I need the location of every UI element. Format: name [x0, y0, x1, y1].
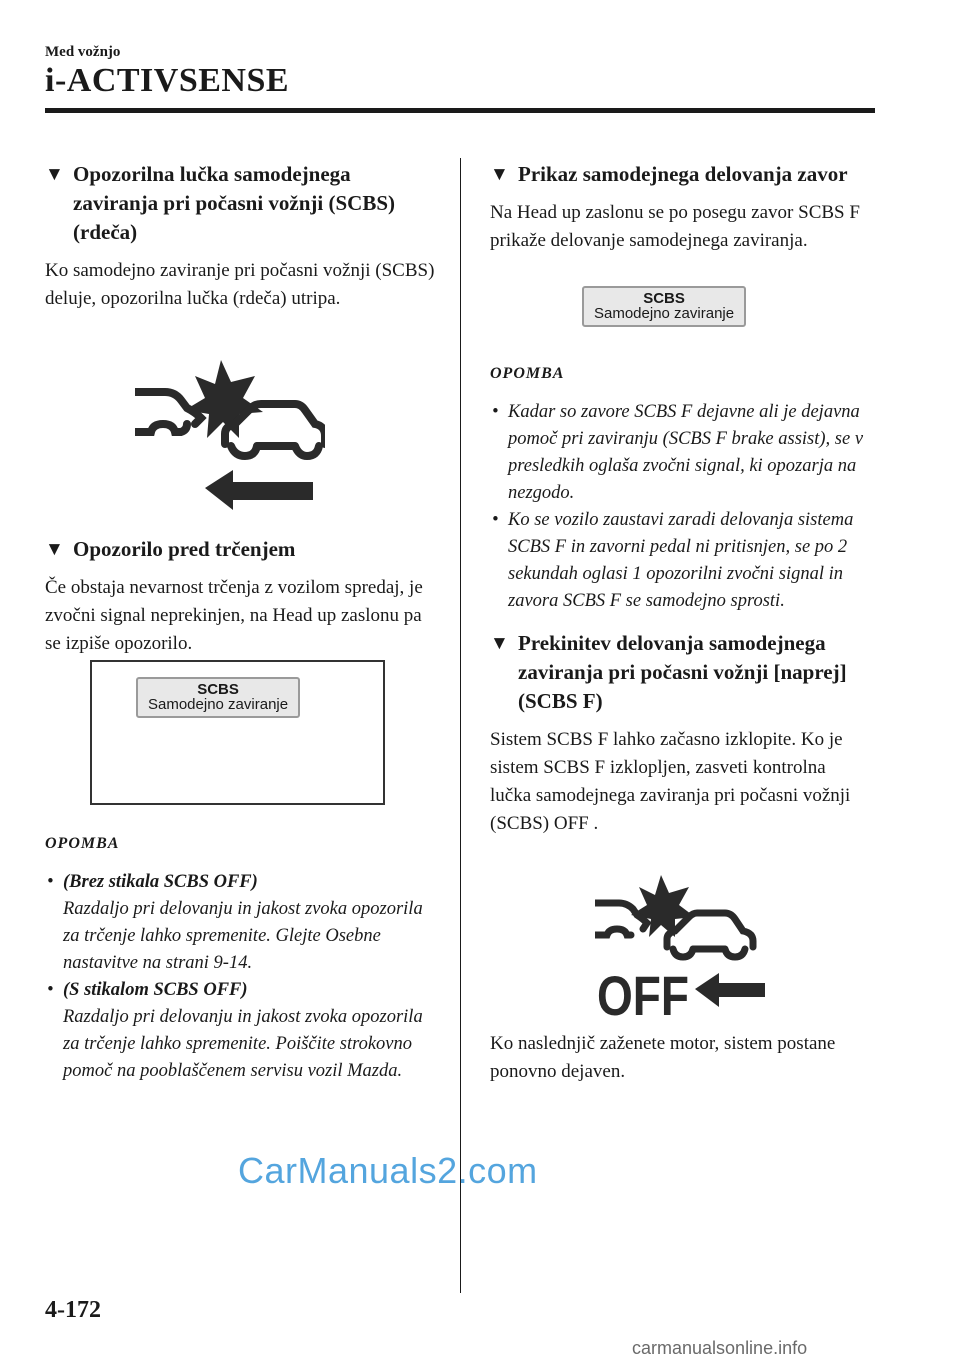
bullet-text: Ko se vozilo zaustavi zaradi delovanja sistema SCBS F in zavorni pedal ni pritisnjen, se po 2 sekundah oglasi 1 opozorilni zvočni signal in zavora SCBS F se samodejno sprosti. [508, 510, 854, 611]
bullet-text: Kadar so zavore SCBS F dejavne ali je dejavna pomoč pri zaviranju (SCBS F brake assist), se v presledkih oglaša zvočni signal, ki opozarja na nezgodo. [508, 402, 864, 503]
paragraph: Na Head up zaslonu se po posegu zavor SCBS F prikaže delovanje samodejnega zaviranja. [490, 202, 860, 251]
badge-line1: SCBS [643, 290, 685, 307]
paragraph: Sistem SCBS F lahko začasno izklopite. Ko je sistem SCBS F izklopljen, zasveti kontrolna lučka samodejnega zaviranja pri počasni vožnji (SCBS) OFF . [490, 729, 851, 834]
heading-text: Opozorilo pred trčenjem [73, 537, 296, 561]
header-rule [45, 108, 875, 113]
arrow-left-icon [695, 973, 765, 1007]
bullet-dot: • [492, 402, 499, 422]
right-notes [490, 355, 885, 838]
bullet-head: (Brez stikala SCBS OFF) [63, 872, 258, 892]
note-title: OPOMBA [490, 365, 565, 382]
left-column-section2 [45, 535, 440, 658]
page-number: 4-172 [45, 1297, 101, 1323]
scbs-warning-icon [135, 360, 325, 510]
bullet-text: Razdaljo pri delovanju in jakost zvoka opozorila za trčenje lahko spremenite. Glejte Osebne nastavitve na strani 9-14. [63, 899, 423, 973]
arrow-left-icon [205, 470, 313, 510]
footer-site: carmanualsonline.info [632, 1338, 808, 1358]
right-column [490, 160, 890, 255]
list-item [45, 977, 440, 1085]
heading-brake-display [490, 160, 890, 189]
paragraph: Če obstaja nevarnost trčenja z vozilom spredaj, je zvočni signal neprekinjen, na Head up zaslonu pa se izpiše opozorilo. [45, 577, 423, 654]
column-divider [460, 158, 461, 1293]
head-up-display-frame [90, 660, 385, 805]
scbs-badge [136, 677, 300, 718]
heading-text: Prekinitev delovanja samodejnega zaviranja pri počasni vožnji [naprej] (SCBS F) [518, 631, 847, 713]
heading-warning-light [45, 160, 440, 247]
paragraph: Ko naslednjič zaženete motor, sistem postane ponovno dejaven. [490, 1033, 836, 1082]
left-notes [45, 825, 440, 1085]
triangle-icon: ▼ [490, 633, 509, 654]
own-car-icon [135, 392, 201, 432]
note-title: OPOMBA [45, 835, 120, 852]
heading-text: Opozorilna lučka samodejnega zaviranja pri počasni vožnji (SCBS) (rdeča) [73, 162, 396, 244]
list-item [490, 507, 885, 615]
triangle-icon: ▼ [45, 539, 64, 560]
front-car-icon [667, 913, 753, 957]
badge-line2: Samodejno zaviranje [594, 305, 735, 322]
own-car-icon [595, 903, 647, 935]
off-label: OFF [597, 964, 689, 1020]
scbs-badge [582, 286, 746, 327]
bullet-dot: • [492, 510, 499, 530]
right-final [490, 1020, 870, 1086]
heading-collision-warning [45, 535, 440, 564]
bullet-dot: • [47, 872, 54, 892]
bullet-text: Razdaljo pri delovanju in jakost zvoka opozorila za trčenje lahko spremenite. Poiščite strokovno pomoč na pooblaščenem servisu vozil Mazda. [63, 1007, 423, 1081]
paragraph: Ko samodejno zaviranje pri počasni vožnji (SCBS) deluje, opozorilna lučka (rdeča) utripa. [45, 260, 435, 309]
badge-line1: SCBS [197, 681, 239, 698]
badge-line2: Samodejno zaviranje [148, 696, 289, 713]
scbs-off-icon [595, 875, 765, 1020]
list-item [45, 869, 440, 977]
bullet-head: (S stikalom SCBS OFF) [63, 980, 248, 1000]
triangle-icon: ▼ [490, 164, 509, 185]
list-item [490, 399, 885, 507]
page-title: i-ACTIVSENSE [45, 62, 290, 99]
heading-cancel-scbs [490, 629, 885, 716]
triangle-icon: ▼ [45, 164, 64, 185]
watermark: CarManuals2.com [238, 1150, 538, 1191]
section-label: Med vožnjo [45, 44, 121, 60]
heading-text: Prikaz samodejnega delovanja zavor [518, 162, 848, 186]
left-column [45, 160, 440, 313]
bullet-dot: • [47, 980, 54, 1000]
